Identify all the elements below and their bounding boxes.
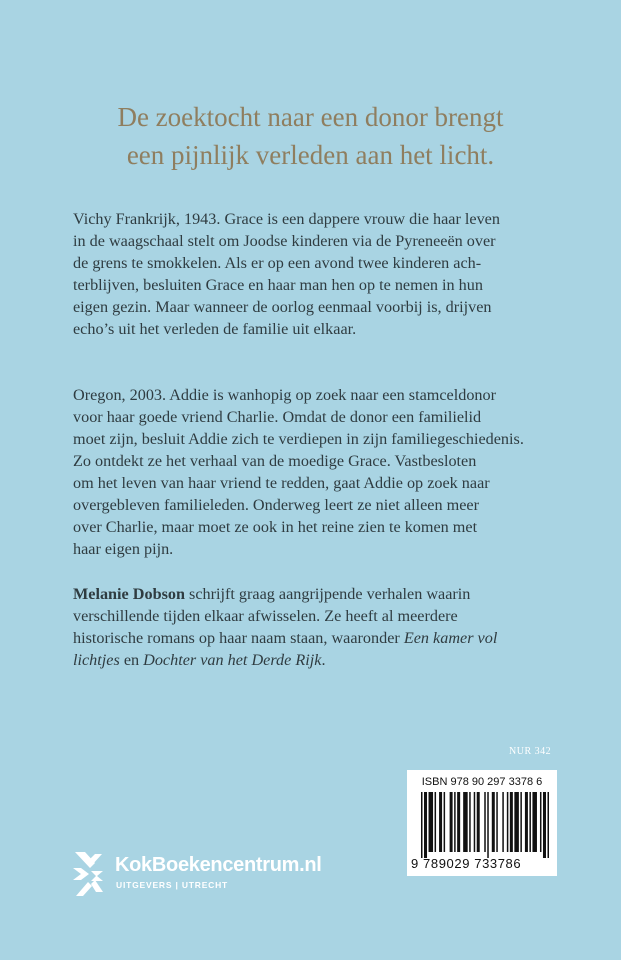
bio-text: historische romans op haar naam staan, waaronder	[73, 629, 404, 647]
bio-line-3	[73, 627, 553, 649]
barcode-icon	[421, 792, 549, 858]
barcode-bar	[474, 792, 476, 852]
paragraph-vichy	[73, 208, 553, 340]
paragraph-line: eigen gezin. Maar wanneer de oorlog eenmaal voorbij is, drijven	[73, 298, 492, 316]
barcode-bar	[435, 792, 437, 852]
barcode-bar	[547, 792, 549, 858]
barcode-bar	[477, 792, 480, 852]
book-title-1-cont: lichtjes	[73, 651, 120, 669]
barcode-bar	[514, 792, 519, 852]
publisher-logo-icon	[71, 848, 105, 898]
barcode-bar	[525, 792, 528, 852]
paragraph-line: moet zijn, besluit Addie zich te verdiepen in zijn familiegeschiedenis.	[73, 430, 524, 448]
tagline	[40, 98, 581, 174]
barcode-bar	[469, 792, 471, 852]
barcode-bar	[507, 792, 509, 852]
barcode-bar	[492, 792, 495, 852]
isbn-label: ISBN 978 90 297 3378 6	[421, 776, 543, 788]
barcode-bar	[543, 792, 546, 858]
paragraph-line: om het leven van haar vriend te redden, gaat Addie op zoek naar	[73, 474, 490, 492]
paragraph-line: Oregon, 2003. Addie is wanhopig op zoek naar een stamceldonor	[73, 386, 497, 404]
bio-line-4	[73, 649, 553, 671]
nur-code: NUR 342	[509, 746, 552, 757]
paragraph-oregon	[73, 384, 553, 560]
barcode	[407, 770, 557, 876]
barcode-bar	[540, 792, 542, 852]
barcode-bar	[520, 792, 522, 852]
bio-end: .	[321, 651, 326, 669]
barcode-bar	[496, 792, 498, 852]
bio-line-1	[73, 583, 553, 605]
bio-text: schrijft graag aangrijpende verhalen waarin	[184, 585, 471, 603]
tagline-line-2: een pijnlijk verleden aan het licht.	[126, 140, 495, 170]
bio-line-2: verschillende tijden elkaar afwisselen. Ze heeft al meerdere	[73, 607, 458, 625]
paragraph-line: haar eigen pijn.	[73, 540, 174, 558]
barcode-bar	[529, 792, 531, 852]
paragraph-line: voor haar goede vriend Charlie. Omdat de donor een familielid	[73, 408, 482, 426]
barcode-bar	[502, 792, 504, 852]
paragraph-line: echo’s uit het verleden de familie uit elkaar.	[73, 320, 357, 338]
barcode-bar	[429, 792, 434, 852]
barcode-bar	[439, 792, 442, 852]
barcode-bar	[487, 792, 489, 858]
author-name: Melanie Dobson	[73, 585, 185, 603]
barcode-bar	[424, 792, 427, 858]
barcode-bar	[421, 792, 423, 858]
paragraph-line: overgebleven familieleden. Onderweg leert ze niet alleen meer	[73, 496, 479, 514]
publisher-name: KokBoekencentrum.nl	[115, 854, 322, 876]
barcode-digits: 9 789029 733786	[411, 856, 522, 871]
barcode-bar	[463, 792, 468, 852]
barcode-bar	[454, 792, 456, 852]
barcode-bar	[450, 792, 453, 852]
barcode-bar	[457, 792, 460, 852]
bio-connector: en	[119, 651, 144, 669]
paragraph-line: terblijven, besluiten Grace en haar man hen op te nemen in hun	[73, 276, 483, 294]
paragraph-line: over Charlie, maar moet ze ook in het reine zien te komen met	[73, 518, 478, 536]
paragraph-line: de grens te smokkelen. Als er op een avond twee kinderen ach-	[73, 254, 482, 272]
publisher-subtitle: UITGEVERS | UTRECHT	[116, 880, 229, 890]
barcode-bar	[510, 792, 513, 852]
publisher-logo	[71, 848, 371, 898]
author-bio	[73, 583, 553, 671]
paragraph-line: Zo ontdekt ze het verhaal van de moedige Grace. Vastbesloten	[73, 452, 477, 470]
barcode-bar	[444, 792, 446, 852]
paragraph-line: in de waagschaal stelt om Joodse kinderen via de Pyreneeën over	[73, 232, 496, 250]
book-title-2: Dochter van het Derde Rijk	[143, 651, 322, 669]
paragraph-line: Vichy Frankrijk, 1943. Grace is een dappere vrouw die haar leven	[73, 210, 500, 228]
barcode-bar	[532, 792, 537, 852]
barcode-bar	[484, 792, 486, 852]
book-title-1: Een kamer vol	[403, 629, 498, 647]
tagline-line-1: De zoektocht naar een donor brengt	[117, 102, 504, 132]
